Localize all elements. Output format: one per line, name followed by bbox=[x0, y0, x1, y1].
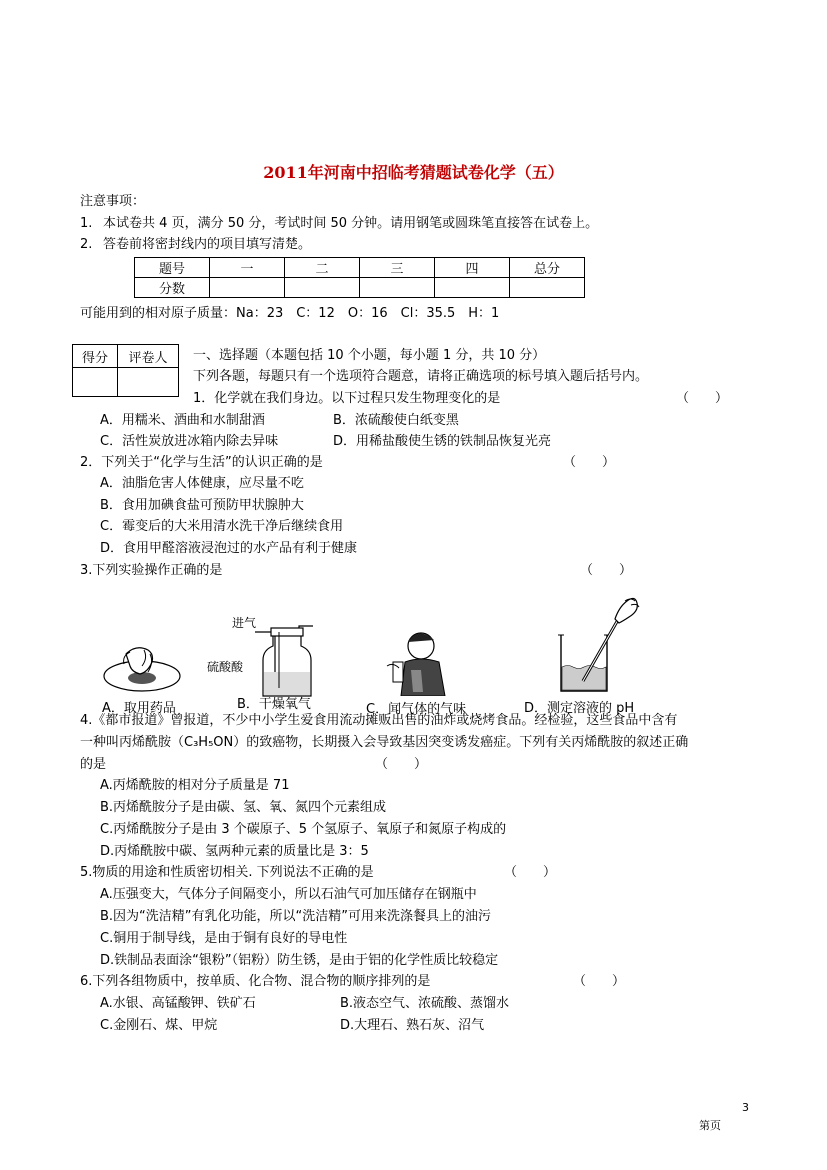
score-cell: 一 bbox=[210, 258, 285, 278]
q2-option-c: C．霉变后的大米用清水洗干净后继续食用 bbox=[100, 519, 344, 534]
q6-option-a: A.水银、高锰酸钾、铁矿石 bbox=[100, 996, 256, 1011]
score-cell bbox=[360, 278, 435, 298]
q5-stem: 5.物质的用途和性质密切相关. 下列说法不正确的是 bbox=[80, 865, 374, 880]
figure-d-caption: D．测定溶液的 pH bbox=[524, 701, 635, 716]
q5-answer-bracket: （ ） bbox=[504, 865, 557, 880]
q2-answer-bracket: （ ） bbox=[563, 455, 616, 470]
q4-stem-line3: 的是 bbox=[80, 757, 107, 772]
score-cell bbox=[210, 278, 285, 298]
figure-b-caption: B．干燥氧气 bbox=[237, 697, 311, 712]
grader-table bbox=[72, 344, 179, 397]
section1-heading: 一、选择题（本题包括 10 个小题，每小题 1 分，共 10 分） bbox=[193, 348, 546, 363]
figure-c-caption: C．闻气体的气味 bbox=[366, 702, 467, 717]
score-cell bbox=[285, 278, 360, 298]
score-cell: 三 bbox=[360, 258, 435, 278]
q6-option-b: B.液态空气、浓硫酸、蒸馏水 bbox=[340, 996, 510, 1011]
score-table bbox=[134, 257, 585, 298]
figure-c-smelling-gas bbox=[385, 628, 449, 696]
figure-b-drying-bottle bbox=[255, 620, 315, 700]
score-cell: 分数 bbox=[135, 278, 210, 298]
grader-score-cell bbox=[73, 368, 118, 397]
q4-answer-bracket: （ ） bbox=[375, 757, 428, 772]
q5-option-d: D.铁制品表面涂“银粉”（铝粉）防生锈，是由于铝的化学性质比较稳定 bbox=[100, 953, 499, 968]
q3-answer-bracket: （ ） bbox=[580, 563, 633, 578]
score-cell: 总分 bbox=[510, 258, 585, 278]
q6-stem: 6.下列各组物质中，按单质、化合物、混合物的顺序排列的是 bbox=[80, 974, 431, 989]
figure-a-caption: A．取用药品 bbox=[102, 701, 176, 716]
grader-name-label: 评卷人 bbox=[118, 345, 179, 368]
q1-answer-bracket: （ ） bbox=[676, 391, 729, 406]
section1-instruction: 下列各题，每题只有一个选项符合题意，请将正确选项的标号填入题后括号内。 bbox=[193, 369, 649, 384]
notes-heading: 注意事项： bbox=[80, 194, 146, 209]
score-cell bbox=[435, 278, 510, 298]
q5-option-a: A.压强变大，气体分子间隔变小，所以石油气可加压储存在钢瓶中 bbox=[100, 887, 477, 902]
page-label: 第页 bbox=[699, 1119, 721, 1132]
score-table-value-row bbox=[135, 278, 585, 298]
q4-option-c: C.丙烯酰胺分子是由 3 个碳原子、5 个氢原子、氧原子和氮原子构成的 bbox=[100, 822, 507, 837]
q4-option-d: D.丙烯酰胺中碳、氢两种元素的质量比是 3：5 bbox=[100, 844, 369, 859]
q4-option-a: A.丙烯酰胺的相对分子质量是 71 bbox=[100, 778, 290, 793]
q2-option-a: A．油脂危害人体健康，应尽量不吃 bbox=[100, 476, 304, 491]
grader-score-label: 得分 bbox=[73, 345, 118, 368]
figure-b-acid-label: 硫酸酸 bbox=[207, 660, 244, 674]
score-table-header-row bbox=[135, 258, 585, 278]
q4-stem-line1: 4.《都市报道》曾报道，不少中小学生爱食用流动摊贩出售的油炸或烧烤食品。经检验，这些食品中含有 bbox=[80, 713, 678, 728]
q6-answer-bracket: （ ） bbox=[573, 974, 626, 989]
q2-option-d: D．食用甲醛溶液浸泡过的水产品有利于健康 bbox=[100, 541, 358, 556]
q1-option-c: C．活性炭放进冰箱内除去异味 bbox=[100, 434, 279, 449]
q5-option-c: C.铜用于制导线，是由于铜有良好的导电性 bbox=[100, 931, 348, 946]
q3-stem: 3.下列实验操作正确的是 bbox=[80, 563, 223, 578]
score-cell: 四 bbox=[435, 258, 510, 278]
q2-stem: 2．下列关于“化学与生活”的认识正确的是 bbox=[80, 455, 323, 470]
q6-option-d: D.大理石、熟石灰、沼气 bbox=[340, 1018, 485, 1033]
score-cell: 题号 bbox=[135, 258, 210, 278]
grader-name-cell bbox=[118, 368, 179, 397]
q6-option-c: C.金刚石、煤、甲烷 bbox=[100, 1018, 218, 1033]
figure-d-ph-test bbox=[555, 595, 645, 695]
q4-stem-line2: 一种叫丙烯酰胺（C₃H₅ON）的致癌物，长期摄入会导致基因突变诱发癌症。下列有关丙烯酰胺的叙述正确 bbox=[80, 735, 689, 750]
figure-a-taking-chemical bbox=[100, 634, 190, 696]
page-number: 3 bbox=[742, 1101, 749, 1114]
q1-option-a: A．用糯米、酒曲和水制甜酒 bbox=[100, 413, 265, 428]
notes-item-2: 2. 答卷前将密封线内的项目填写清楚。 bbox=[80, 237, 312, 252]
score-cell: 二 bbox=[285, 258, 360, 278]
score-cell bbox=[510, 278, 585, 298]
figure-b-gas-in-label: 进气 bbox=[232, 616, 257, 630]
q1-option-b: B．浓硫酸使白纸变黑 bbox=[333, 413, 459, 428]
q5-option-b: B.因为“洗洁精”有乳化功能，所以“洗洁精”可用来洗涤餐具上的油污 bbox=[100, 909, 491, 924]
q4-option-b: B.丙烯酰胺分子是由碳、氢、氧、氮四个元素组成 bbox=[100, 800, 387, 815]
q2-option-b: B．食用加碘食盐可预防甲状腺肿大 bbox=[100, 498, 304, 513]
notes-item-1: 1. 本试卷共 4 页，满分 50 分，考试时间 50 分钟。请用钢笔或圆珠笔直接答在试卷上。 bbox=[80, 216, 599, 231]
atomic-masses: 可能用到的相对原子质量：Na：23 C：12 O：16 Cl：35.5 H：1 bbox=[80, 306, 500, 321]
page-title: 2011年河南中招临考猜题试卷化学（五） bbox=[263, 163, 564, 182]
q1-option-d: D．用稀盐酸使生锈的铁制品恢复光亮 bbox=[333, 434, 552, 449]
q1-stem: 1．化学就在我们身边。以下过程只发生物理变化的是 bbox=[193, 391, 501, 406]
